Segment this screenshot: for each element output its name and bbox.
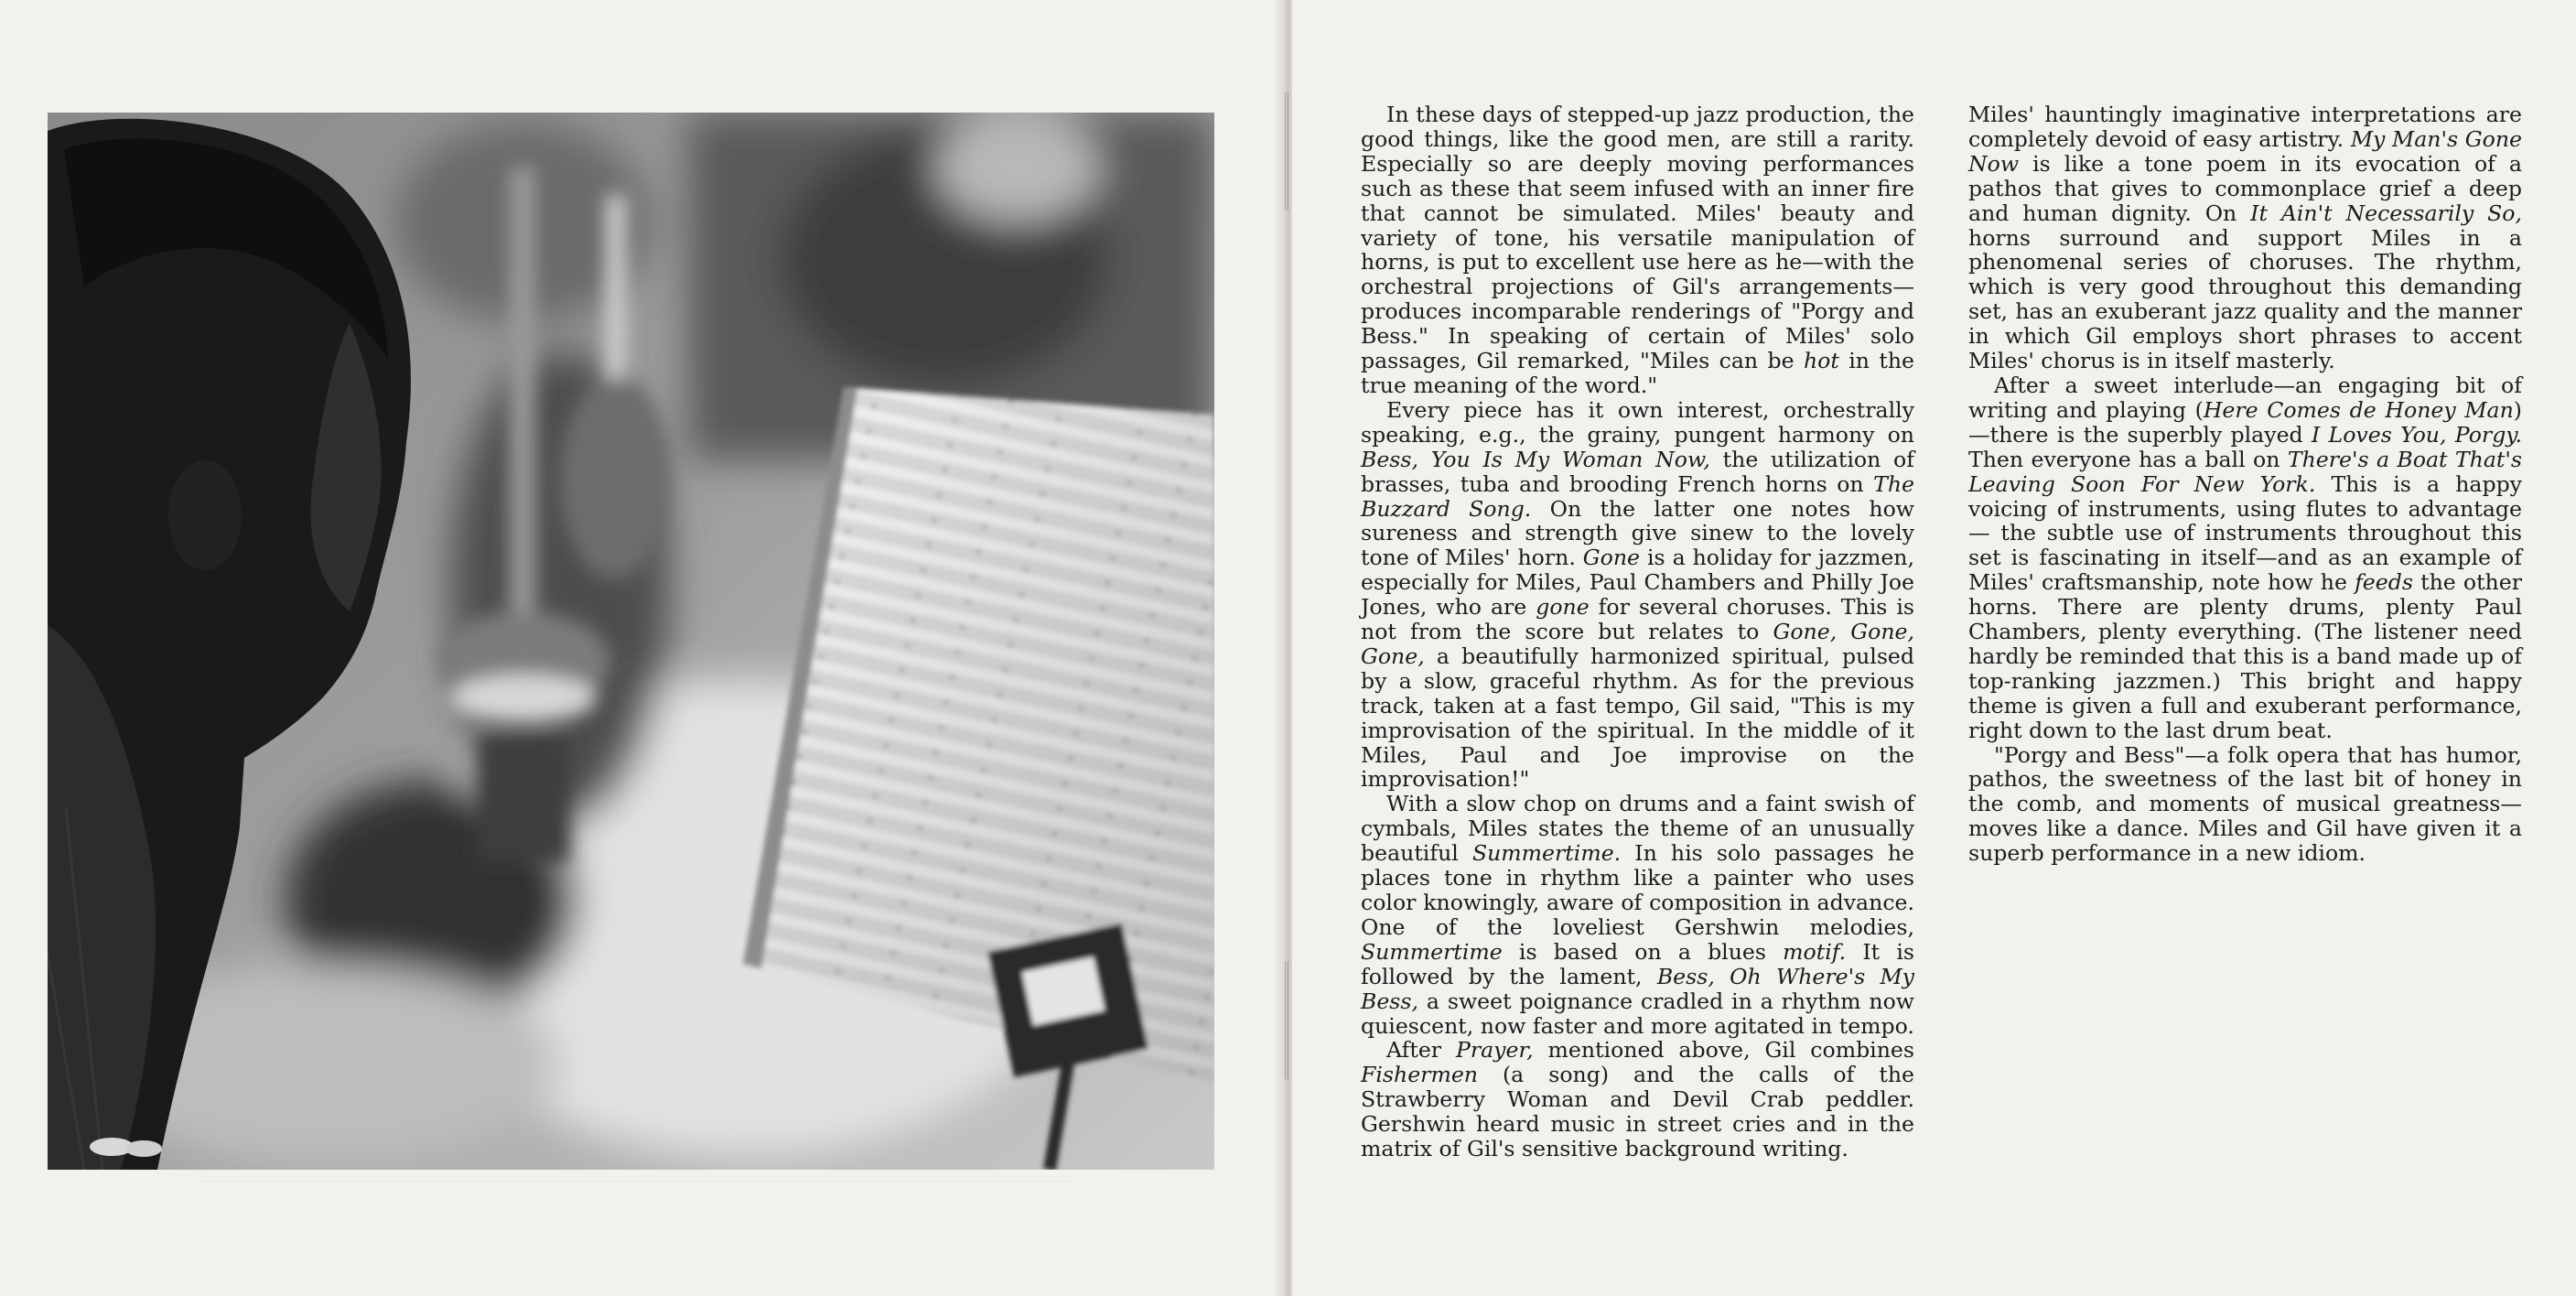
title-emphasis: Prayer, [1455,1037,1534,1064]
liner-paragraph-1 [1361,103,1914,398]
title-emphasis: Gone, Gone, Gone, [1361,619,1915,669]
text-column-2 [1968,103,2522,866]
text-run: is based on a blues [1502,938,1784,965]
text-run: in the true meaning of the word." [1361,348,1914,398]
staple-bottom [1285,961,1288,1080]
title-emphasis: feeds [2355,569,2413,596]
text-run: a beautifully harmonized spiritual, pulsed by a slow, graceful rhythm. As for the previous track, taken at a fast tempo, Gil said, "This is my improvisation of the spiritual. In the middle of it Miles, Paul and Joe improvise on the improvisation!" [1361,643,1914,793]
liner-paragraph-2 [1361,398,1914,793]
title-emphasis: There's a Boat That's Leaving Soon For New York. [1968,446,2522,497]
text-run: After [1386,1037,1456,1064]
title-emphasis: My Man's Gone Now [1968,125,2522,177]
text-run: for several choruses. This is not from the score but relates to [1361,594,1914,645]
text-column-1 [1361,103,1914,1161]
title-emphasis: Bess, Oh Where's My Bess, [1361,963,1914,1014]
title-emphasis: It Ain't Necessarily So, [2250,200,2522,226]
left-page [0,0,1285,1296]
text-run: In these days of stepped-up jazz production, the good things, like the good men, are still a rarity. Especially so are deeply moving performances such as these that seem infused with an inner fire that cannot be simulated. Miles' beauty and variety of tone, his versatile manipulation of horns, is put to excellent use here as he—with the orchestral projections of Gil's arrangements—produces incomparable renderings of "Porgy and Bess." In speaking of certain of Miles' solo passages, Gil remarked, "Miles can be [1361,102,1914,374]
text-run: horns surround and support Miles in a phenomenal series of choruses. The rhythm, which is very good throughout this demanding set, has an exuberant jazz quality and the manner in which Gil employs short phrases to accent Miles' chorus is in itself masterly. [1968,224,2522,374]
text-run: With a slow chop on drums and a faint swish of cymbals, Miles states the theme of an unusually beautiful [1361,791,1914,867]
musician-photo [48,113,1214,1170]
title-emphasis: Fishermen [1361,1062,1478,1088]
faded-caption-line [201,1181,1071,1197]
text-run: Miles' hauntingly imaginative interpretations are completely devoid of easy artistry. [1968,102,2522,152]
text-run: is like a tone poem in its evocation of a pathos that gives to commonplace grief a deep and human dignity. On [1968,150,2522,226]
liner-paragraph-5 [1968,373,2522,743]
text-run: In his solo passages he places tone in rhythm like a painter who uses color knowingly, aware of composition in advance. One of the loveliest Gershwin melodies, [1361,840,1914,940]
title-emphasis: Summertime [1361,938,1503,965]
text-run: is a holiday for jazzmen, especially for Miles, Paul Chambers and Philly Joe Jones, who are [1361,545,1914,621]
title-emphasis: gone [1536,594,1590,621]
liner-paragraph-4-continued [1968,103,2522,373]
title-emphasis: Here Comes de Honey Man [2203,396,2514,423]
text-run: On the latter one notes how sureness and strength give sinew to the lovely tone of Miles' horn. [1361,495,1914,571]
text-run: (a song) and the calls of the Strawberry Woman and Devil Crab peddler. Gershwin heard music in street cries and in the matrix of Gil's sensitive background writing. [1361,1062,1914,1162]
text-run: "Porgy and Bess"—a folk opera that has humor, pathos, the sweetness of the last bit of honey in the comb, and moments of musical greatness—moves like a dance. Miles and Gil have given it a superb performance in a new idiom. [1968,741,2522,867]
liner-paragraph-6 [1968,743,2522,867]
text-run: mentioned above, Gil combines [1533,1037,1914,1064]
title-emphasis: Summertime. [1471,840,1622,867]
staple-top [1285,92,1288,211]
title-emphasis: motif. [1783,938,1847,965]
text-run: the utilization of brasses, tuba and brooding French horns on [1361,446,1914,497]
liner-paragraph-4 [1361,1038,1914,1161]
text-run: Then everyone has a ball on [1968,446,2288,472]
photo-image [48,113,1214,1170]
text-run: This is a happy voicing of instruments, using flutes to advantage — the subtle use of instruments throughout this set is fascinating in itself—and as an example of Miles' craftsmanship, note how he [1968,470,2523,596]
title-emphasis: Gone [1582,545,1641,571]
title-emphasis: hot [1803,348,1839,374]
text-run: the other horns. There are plenty drums, plenty Paul Chambers, plenty everything. (The listener need hardly be reminded that this is a band made up of top-ranking jazzmen.) This bright and happy theme is given a full and exuberant performance, right down to the last drum beat. [1968,569,2522,743]
text-run: After a sweet interlude—an engaging bit of writing and playing ( [1968,372,2522,423]
title-emphasis: Bess, You Is My Woman Now, [1361,446,1710,472]
text-run: a sweet poignance cradled in a rhythm now quiescent, now faster and more agitated in tempo. [1361,988,1914,1039]
text-run: )—there is the superbly played [1968,396,2522,448]
title-emphasis: I Loves You, Porgy. [2311,421,2522,448]
text-run: Every piece has it own interest, orchestrally speaking, e.g., the grainy, pungent harmony on [1361,396,1914,448]
liner-paragraph-3 [1361,792,1914,1038]
title-emphasis: The Buzzard Song. [1361,470,1914,522]
text-run: It is followed by the lament, [1361,938,1914,989]
